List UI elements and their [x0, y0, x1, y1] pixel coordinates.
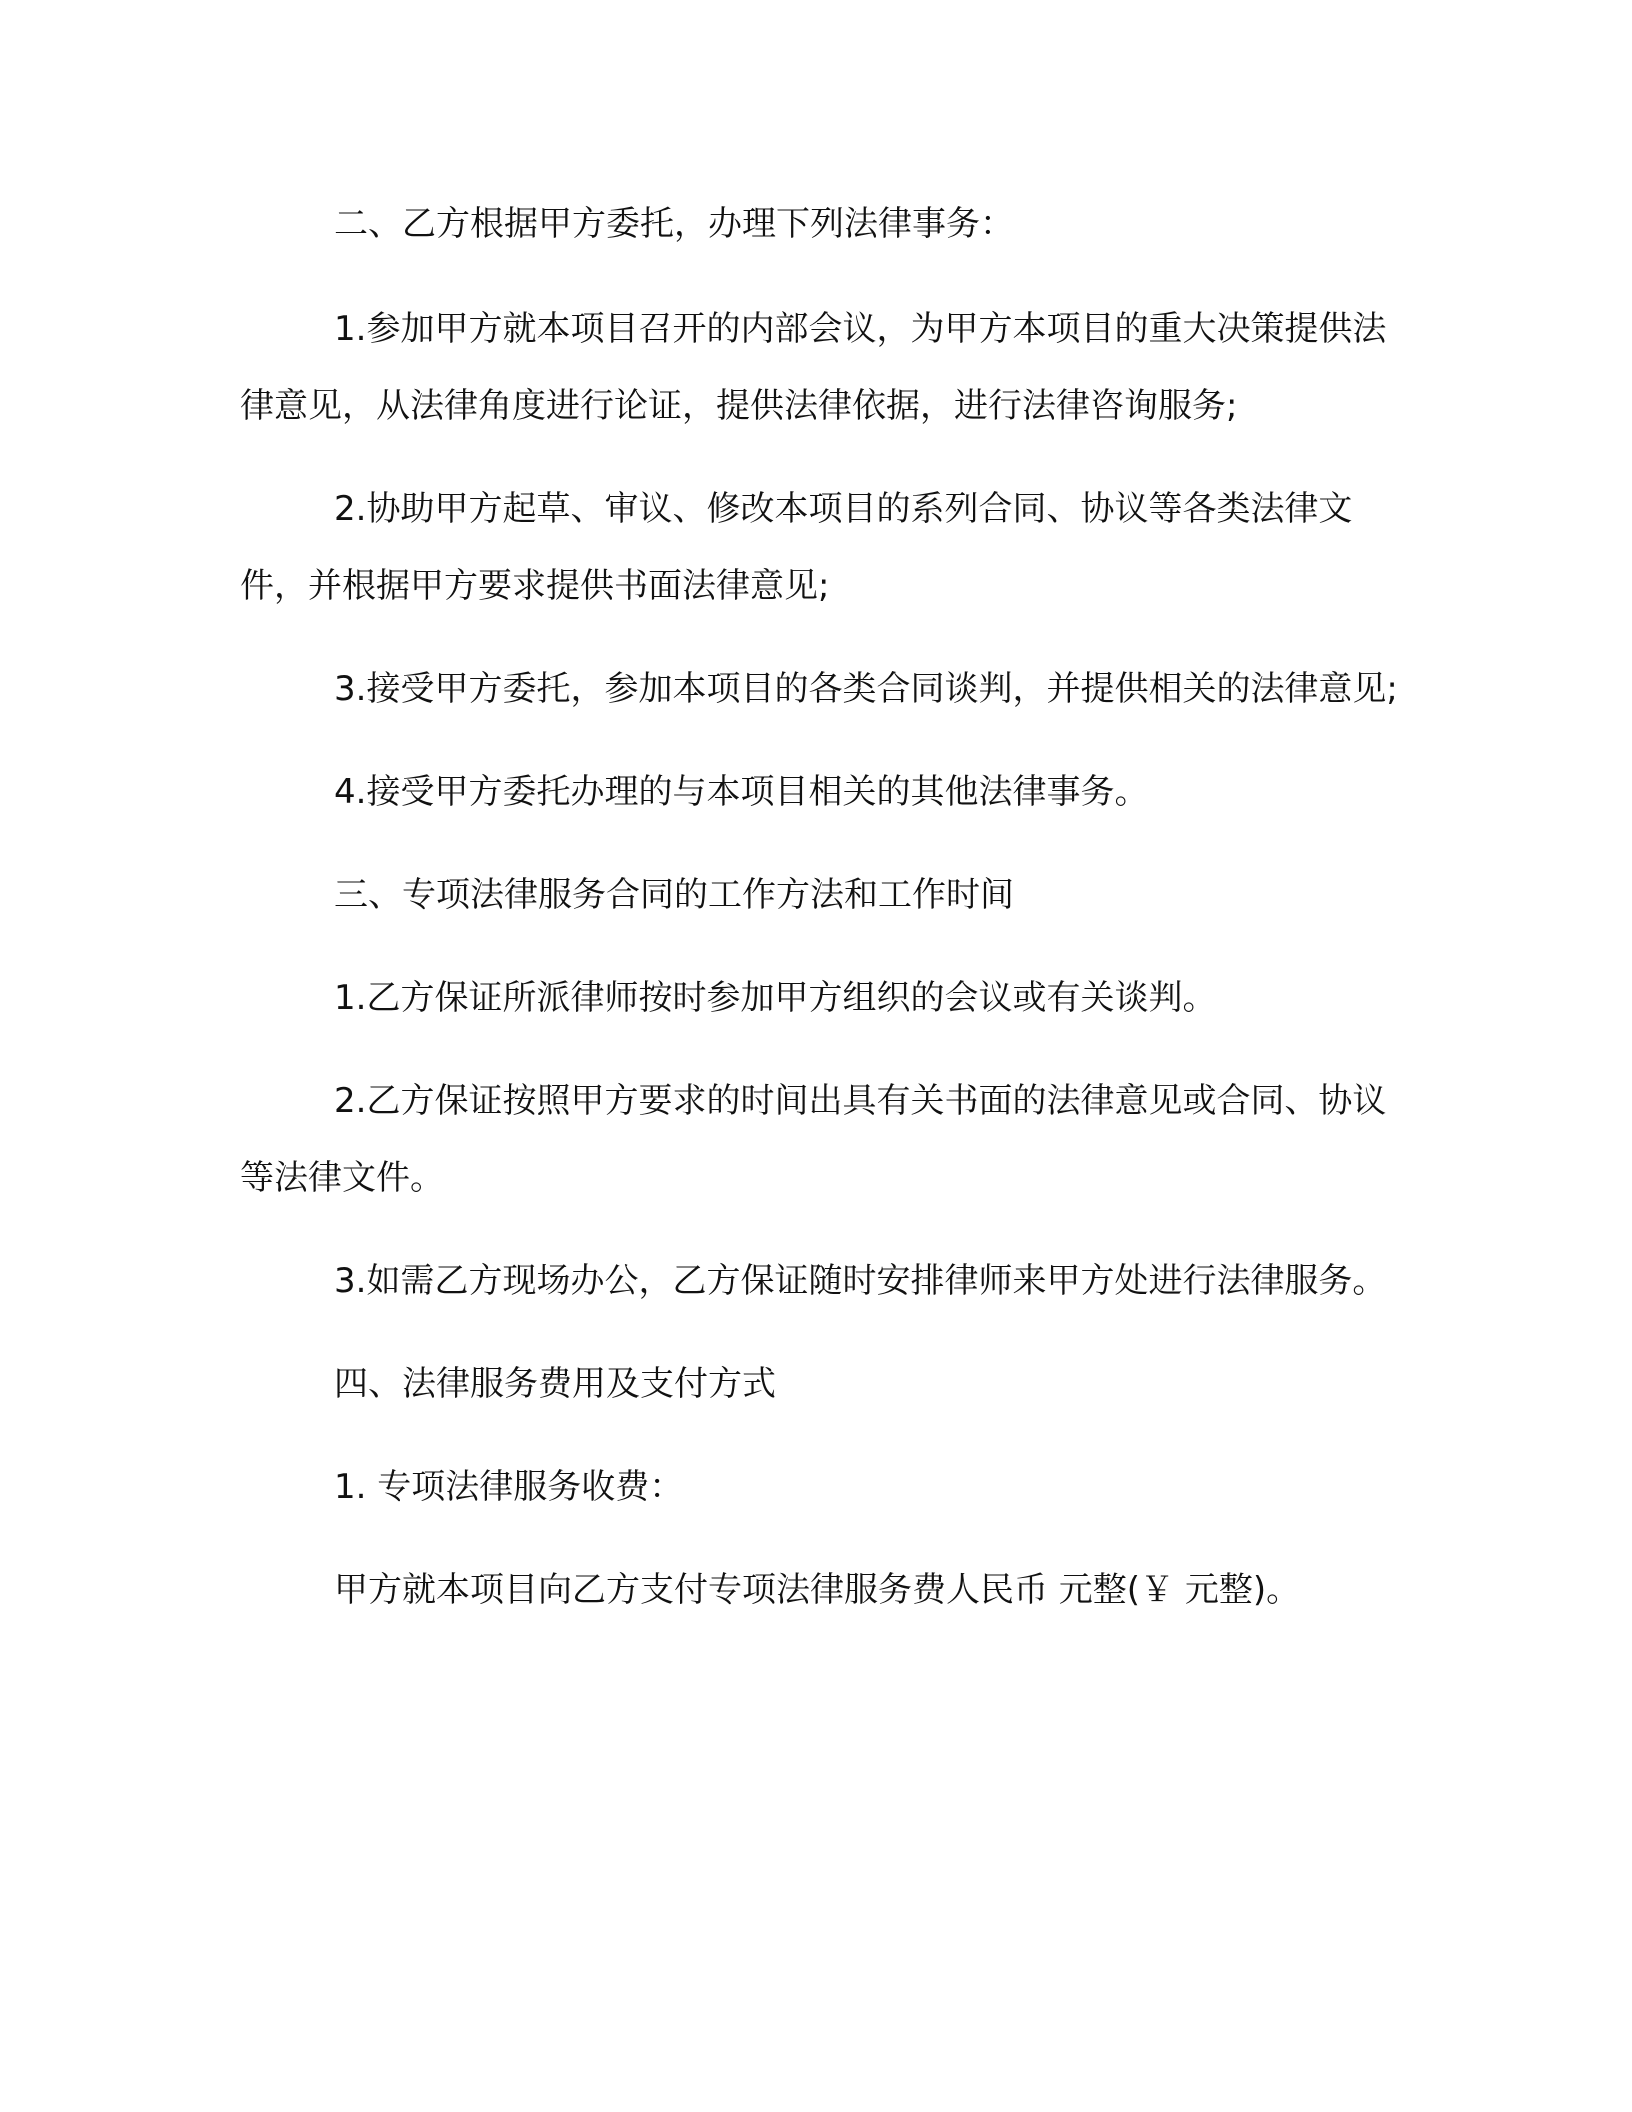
paragraph-item-3-2: 2.乙方保证按照甲方要求的时间出具有关书面的法律意见或合同、协议等法律文件。 — [240, 1081, 1387, 1198]
section-heading-2: 二、乙方根据甲方委托，办理下列法律事务： — [334, 204, 1014, 244]
paragraph-item-2-2: 2.协助甲方起草、审议、修改本项目的系列合同、协议等各类法律文件，并根据甲方要求提供书面法律意见; — [240, 489, 1353, 606]
paragraph-item-4-1: 1. 专项法律服务收费： — [334, 1467, 684, 1507]
paragraph-item-3-1: 1.乙方保证所派律师按时参加甲方组织的会议或有关谈判。 — [334, 978, 1217, 1018]
paragraph-item-2-3: 3.接受甲方委托，参加本项目的各类合同谈判，并提供相关的法律意见; — [334, 669, 1398, 709]
paragraph-item-2-4: 4.接受甲方委托办理的与本项目相关的其他法律事务。 — [334, 772, 1149, 812]
section-heading-3: 三、专项法律服务合同的工作方法和工作时间 — [334, 875, 1014, 915]
paragraph-item-2-1: 1.参加甲方就本项目召开的内部会议，为甲方本项目的重大决策提供法律意见，从法律角度进行论证，提供法律依据，进行法律咨询服务; — [240, 309, 1387, 426]
document-body — [240, 186, 1400, 1629]
fee-statement: 甲方就本项目向乙方支付专项法律服务费人民币 元整(￥ 元整)。 — [334, 1570, 1301, 1610]
paragraph-item-3-3: 3.如需乙方现场办公，乙方保证随时安排律师来甲方处进行法律服务。 — [334, 1261, 1387, 1301]
section-heading-4: 四、法律服务费用及支付方式 — [334, 1364, 776, 1404]
